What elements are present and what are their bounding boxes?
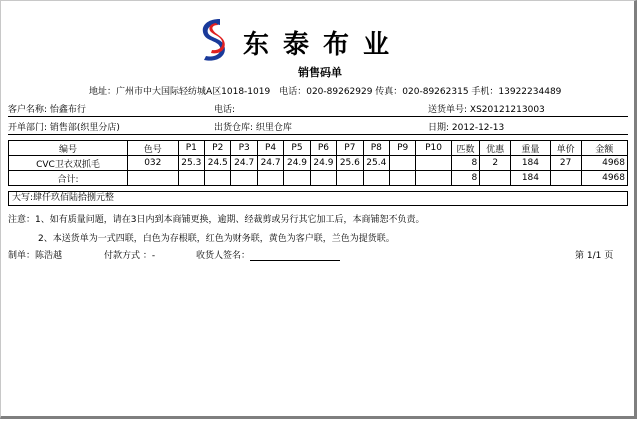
warehouse-label: 出货仓库: <box>214 123 254 133</box>
receiver-signature <box>196 248 340 261</box>
total-row <box>9 171 628 186</box>
maker-value: 陈浩越 <box>35 251 63 261</box>
total-cell <box>205 171 231 186</box>
header-cell: P1 <box>178 141 204 156</box>
header-cell: P6 <box>310 141 336 156</box>
address-line: 地址：广州市中大国际轻纺城A区1018-1019 电话：020-89262929 传真：020-89262315 手机：13922234489 <box>89 87 562 97</box>
table-row <box>9 156 628 171</box>
header-cell: 编号 <box>9 141 128 156</box>
table-cell: 2 <box>480 156 511 171</box>
table-cell: 24.7 <box>257 156 283 171</box>
table-cell: CVC卫衣双抓毛 <box>9 156 128 171</box>
total-cell <box>480 171 511 186</box>
note-line-2: 2、本送货单为一式四联，白色为存根联，红色为财务联，黄色为客户联，兰色为提货联。 <box>38 234 395 244</box>
table-cell: 24.9 <box>284 156 310 171</box>
header-cell: P2 <box>205 141 231 156</box>
payment-method <box>104 248 155 261</box>
phone <box>214 102 235 115</box>
header-cell: 重量 <box>511 141 551 156</box>
total-cell: 184 <box>511 171 551 186</box>
order-no-label: 送货单号: <box>428 105 468 115</box>
divider <box>8 116 628 117</box>
header-cell: P9 <box>389 141 415 156</box>
header-cell: 金额 <box>581 141 627 156</box>
customer-name <box>8 102 86 115</box>
amount-in-words: 大写:肆仟玖佰陆拾捌元整 <box>8 191 628 206</box>
total-cell <box>550 171 581 186</box>
customer-value: 怡鑫布行 <box>49 105 86 115</box>
table-cell: 8 <box>451 156 480 171</box>
table-cell: 24.5 <box>205 156 231 171</box>
items-table <box>8 140 628 186</box>
table-header-row <box>9 141 628 156</box>
signature-line <box>250 251 340 261</box>
total-cell <box>310 171 336 186</box>
maker-label: 制单： <box>8 251 36 261</box>
total-cell: 合计: <box>9 171 128 186</box>
company-logo-icon <box>196 17 230 61</box>
header-cell: 优惠 <box>480 141 511 156</box>
note-line-1: 注意：1、如有质量问题，请在3日内到本商铺更换，逾期、经裁剪或另行其它加工后，本商铺恕不负责。 <box>8 215 425 225</box>
total-cell <box>389 171 415 186</box>
payment-label: 付款方式 <box>104 251 141 261</box>
table-cell: 25.4 <box>363 156 389 171</box>
total-cell: 4968 <box>581 171 627 186</box>
header-cell: 匹数 <box>451 141 480 156</box>
company-name: 东泰布业 <box>243 30 404 60</box>
table-cell: 24.7 <box>231 156 257 171</box>
dept-label: 开单部门: <box>8 123 48 133</box>
table-cell: 4968 <box>581 156 627 171</box>
date-label: 日期: <box>428 123 450 133</box>
header-cell: P10 <box>416 141 451 156</box>
date <box>428 120 504 133</box>
header-cell: P7 <box>337 141 363 156</box>
header-cell: 单价 <box>550 141 581 156</box>
order-no-value: XS20121213003 <box>469 105 545 115</box>
table-cell: 25.6 <box>337 156 363 171</box>
header-cell: P5 <box>284 141 310 156</box>
table-cell: 27 <box>550 156 581 171</box>
table-cell: 032 <box>127 156 178 171</box>
order-number <box>428 102 545 115</box>
customer-label: 客户名称: <box>8 105 48 115</box>
total-cell <box>363 171 389 186</box>
table-cell <box>389 156 415 171</box>
header-cell: P8 <box>363 141 389 156</box>
total-cell <box>284 171 310 186</box>
total-cell <box>178 171 204 186</box>
total-cell <box>416 171 451 186</box>
department <box>8 120 120 133</box>
total-cell <box>337 171 363 186</box>
table-cell: 24.9 <box>310 156 336 171</box>
date-value: 2012-12-13 <box>451 123 505 133</box>
receiver-label: 收货人签名： <box>196 251 251 261</box>
total-cell <box>231 171 257 186</box>
warehouse <box>214 120 292 133</box>
page-number: 第 1/1 页 <box>575 251 614 261</box>
document-title: 销售码单 <box>298 66 342 79</box>
table-cell <box>416 156 451 171</box>
header-cell: 色号 <box>127 141 178 156</box>
payment-value: ：- <box>142 251 156 261</box>
header-cell: P3 <box>231 141 257 156</box>
dept-value: 销售部(织里分店) <box>49 123 120 133</box>
warehouse-value: 织里仓库 <box>255 123 292 133</box>
divider <box>8 134 628 135</box>
phone-label: 电话: <box>214 105 236 115</box>
total-cell: 8 <box>451 171 480 186</box>
total-cell <box>257 171 283 186</box>
table-cell: 25.3 <box>178 156 204 171</box>
total-cell <box>127 171 178 186</box>
maker <box>8 248 62 261</box>
table-cell: 184 <box>511 156 551 171</box>
header-cell: P4 <box>257 141 283 156</box>
